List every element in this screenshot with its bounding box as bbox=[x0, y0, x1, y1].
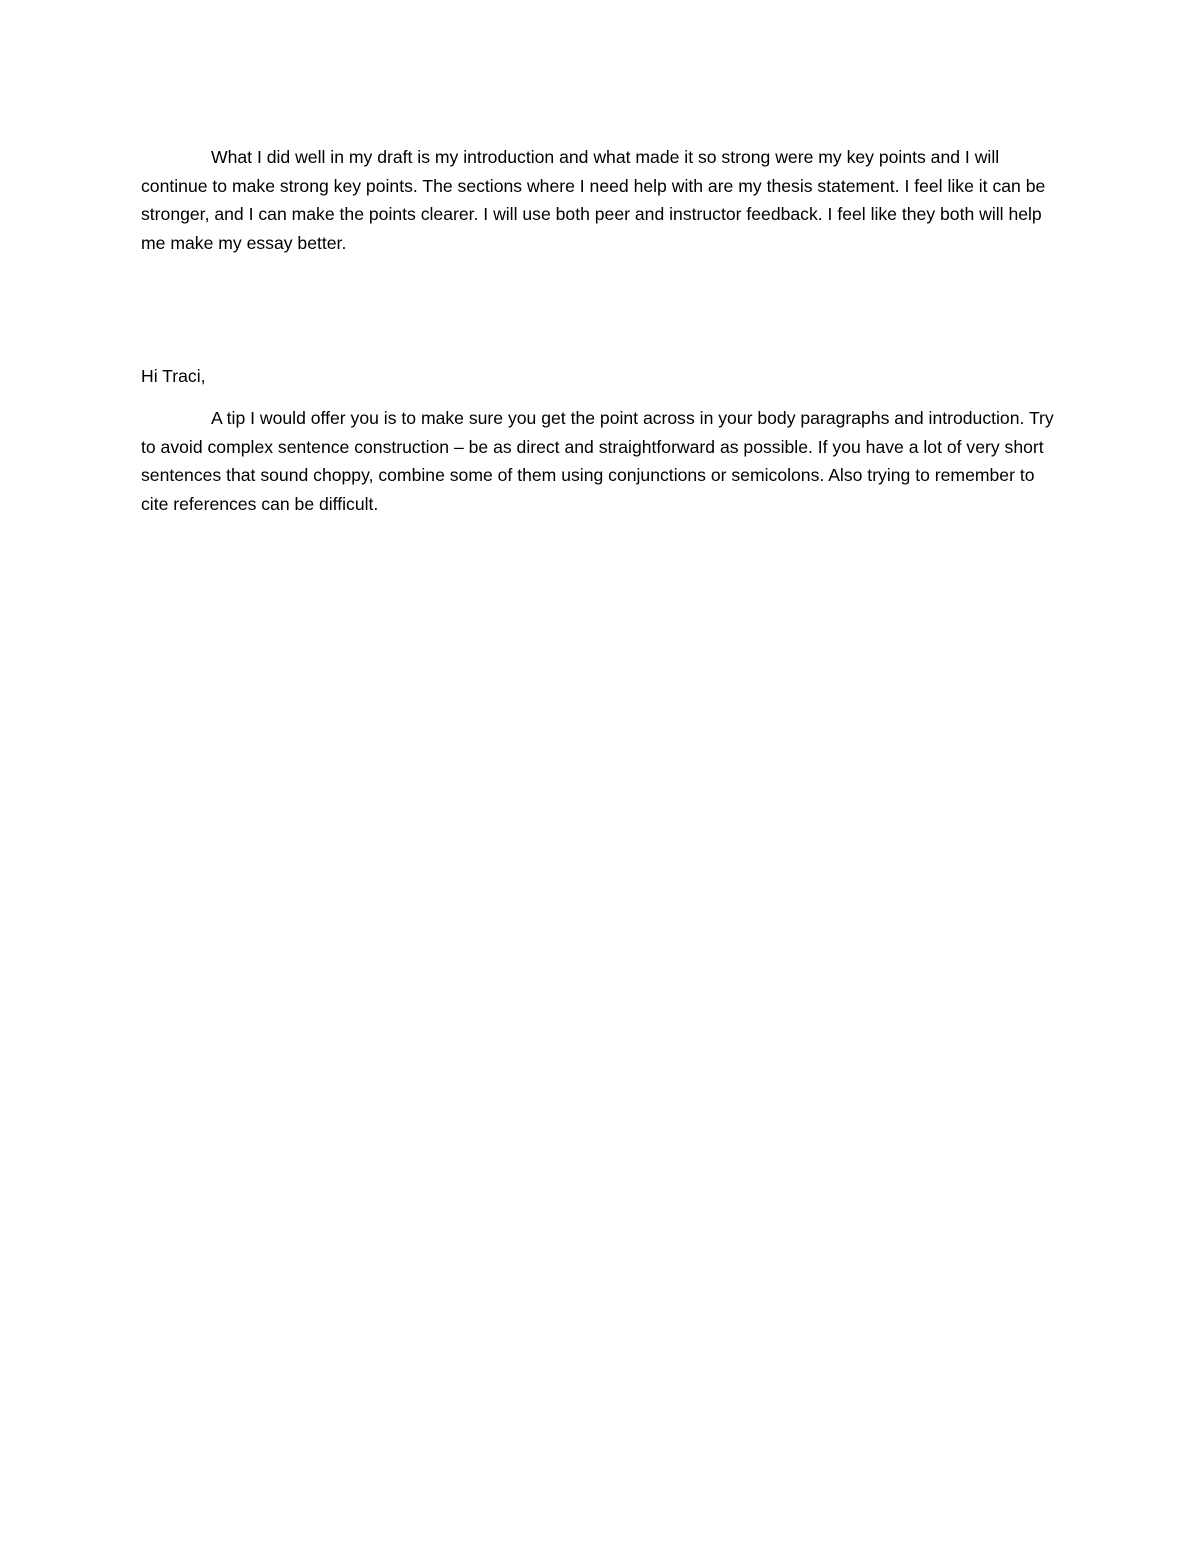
document-body bbox=[141, 143, 1059, 515]
self-reflection-paragraph: What I did well in my draft is my introduction and what made it so strong were my key points and I will continue to make strong key points. The sections where I need help with are my thesis statement. I feel like it can be stronger, and I can make the points clearer. I will use both peer and instructor feedback. I feel like they both will help me make my essay better. bbox=[141, 147, 1046, 254]
greeting-line: Hi Traci, bbox=[141, 366, 206, 386]
peer-feedback-paragraph: A tip I would offer you is to make sure you get the point across in your body paragraphs and introduction. Try to avoid complex sentence construction – be as direct and straightforward as possible. If you have a lot of very short sentences that sound choppy, combine some of them using conjunctions or semicolons. Also trying to remember to cite references can be difficult. bbox=[141, 408, 1054, 515]
